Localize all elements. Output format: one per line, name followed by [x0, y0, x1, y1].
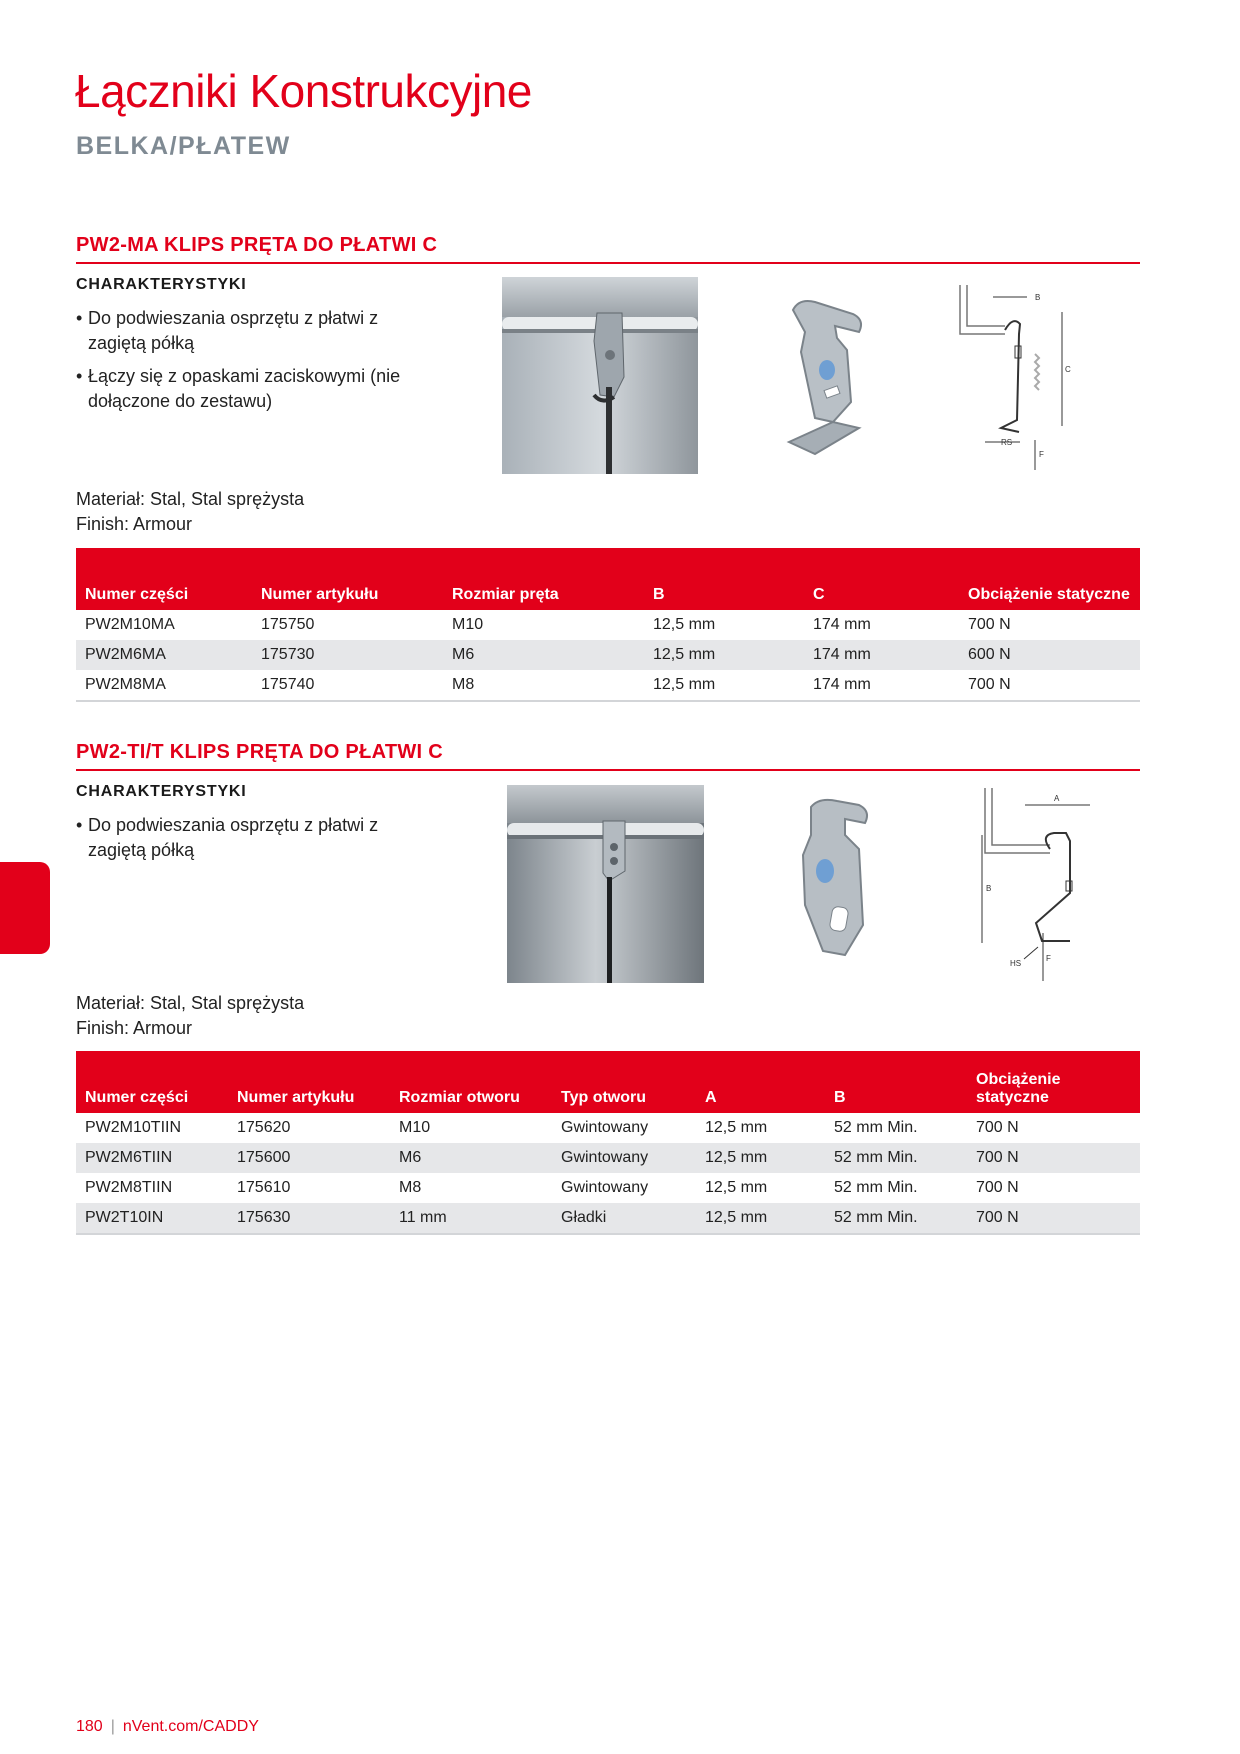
table-cell: 175620	[237, 1119, 291, 1136]
footer-url-link[interactable]: nVent.com/CADDY	[122, 1718, 259, 1735]
dim-label-b: B	[1035, 293, 1041, 302]
section-1-rule	[76, 262, 1140, 264]
footer-separator: |	[110, 1718, 115, 1735]
table-cell: 12,5 mm	[644, 670, 804, 701]
table-cell: M8	[399, 1179, 422, 1196]
table-cell: 52 mm Min.	[834, 1119, 918, 1136]
table-cell: PW2M8MA	[76, 670, 252, 701]
dim-label-a: A	[1054, 794, 1060, 803]
table-header-row	[76, 548, 1140, 610]
dim-label-hs: HS	[1010, 959, 1022, 968]
table-cell: 52 mm Min.	[825, 1203, 967, 1234]
table-cell: 174 mm	[813, 616, 871, 633]
table-row	[76, 1113, 1140, 1143]
table-cell: 700 N	[976, 1179, 1019, 1196]
table-cell: PW2M6TIIN	[85, 1149, 173, 1166]
bullet-item: • Do podwieszania osprzętu z płatwi z zagiętą półką	[76, 306, 416, 356]
section-1-title: PW2-MA KLIPS PRĘTA DO PŁATWI C	[76, 234, 438, 256]
table-cell: M10	[399, 1119, 431, 1136]
table-header-cell: Numer artykułu	[261, 586, 379, 603]
table-cell: M10	[452, 616, 484, 633]
table-cell: Gwintowany	[561, 1119, 649, 1136]
table-cell: Gładki	[552, 1203, 696, 1234]
table-header-cell: Typ otworu	[561, 1089, 647, 1106]
table-cell: 700 N	[959, 670, 1140, 701]
section-2-bullets	[76, 813, 416, 871]
table-header-cell: Rozmiar pręta	[452, 586, 559, 603]
section-1-characteristics-heading: CHARAKTERYSTYKI	[76, 276, 247, 293]
table-cell: 52 mm Min.	[834, 1149, 918, 1166]
section-1-dimension-drawing	[955, 280, 1085, 470]
table-cell: 175750	[261, 616, 315, 633]
table-header-cell: B	[834, 1089, 846, 1106]
table-cell: PW2M6MA	[85, 646, 166, 663]
section-2-characteristics-heading: CHARAKTERYSTYKI	[76, 783, 247, 800]
table-cell: PW2M10MA	[85, 616, 175, 633]
table-row	[76, 610, 1140, 640]
table-cell: 52 mm Min.	[834, 1179, 918, 1196]
page-number: 180	[76, 1718, 103, 1735]
section-2-product-photo	[775, 795, 895, 965]
dim-label-c: C	[1065, 365, 1071, 374]
table-cell: 600 N	[968, 646, 1011, 663]
table-cell: 12,5 mm	[705, 1179, 768, 1196]
dim-label-f: F	[1039, 450, 1044, 459]
table-cell: Gwintowany	[561, 1149, 649, 1166]
table-cell: 11 mm	[390, 1203, 552, 1234]
section-1-finish: Finish: Armour	[76, 514, 193, 534]
table-cell: 175630	[228, 1203, 390, 1234]
table-cell: 12,5 mm	[653, 646, 716, 663]
table-cell: 700 N	[976, 1119, 1019, 1136]
table-cell: 12,5 mm	[696, 1203, 825, 1234]
table-header-cell: A	[705, 1089, 717, 1106]
table-cell: 12,5 mm	[705, 1119, 768, 1136]
table-header-cell: Numer artykułu	[237, 1089, 355, 1106]
table-cell: 174 mm	[804, 670, 959, 701]
section-2-finish: Finish: Armour	[76, 1018, 193, 1038]
table-header-cell: Obciążenie statyczne	[968, 586, 1130, 603]
table-cell: M8	[443, 670, 644, 701]
table-row	[76, 1173, 1140, 1203]
table-header-cell: Numer części	[85, 1089, 189, 1106]
bullet-item: • Łączy się z opaskami zaciskowymi (nie dołączone do zestawu)	[76, 364, 416, 414]
table-cell: M6	[399, 1149, 422, 1166]
section-1-product-photo	[775, 292, 895, 462]
table-cell: 175610	[237, 1179, 291, 1196]
table-cell: 175730	[261, 646, 315, 663]
dim-label-f: F	[1046, 954, 1051, 963]
table-cell: PW2M10TIIN	[85, 1119, 182, 1136]
table-header-cell: B	[653, 586, 665, 603]
section-2-title: PW2-TI/T KLIPS PRĘTA DO PŁATWI C	[76, 741, 443, 763]
table-header-cell: C	[813, 586, 825, 603]
table-cell: 700 N	[967, 1203, 1140, 1234]
table-row	[76, 1143, 1140, 1173]
table-cell: M6	[452, 646, 475, 663]
table-cell: PW2M8TIIN	[85, 1179, 173, 1196]
table-cell: 700 N	[968, 616, 1011, 633]
page-footer	[76, 1718, 259, 1736]
table-header-cell: Rozmiar otworu	[399, 1089, 520, 1106]
table-cell: PW2T10IN	[76, 1203, 228, 1234]
table-header-cell: Obciążenie statyczne	[976, 1071, 1061, 1106]
section-1-spec-table	[76, 548, 1140, 702]
section-2-spec-table	[76, 1051, 1140, 1235]
table-cell: 174 mm	[813, 646, 871, 663]
table-cell: 12,5 mm	[653, 616, 716, 633]
dim-label-b: B	[986, 884, 992, 893]
table-cell: 175740	[252, 670, 443, 701]
table-header-cell: Numer części	[85, 586, 189, 603]
table-cell: 700 N	[976, 1149, 1019, 1166]
page-title: Łączniki Konstrukcyjne	[75, 65, 532, 117]
section-2-installed-photo	[507, 785, 704, 983]
section-2-material: Materiał: Stal, Stal sprężysta	[76, 993, 305, 1013]
page-subtitle: BELKA/PŁATEW	[76, 132, 291, 160]
table-cell: 175600	[237, 1149, 291, 1166]
table-cell: 12,5 mm	[705, 1149, 768, 1166]
table-row	[76, 670, 1140, 701]
bullet-item: • Do podwieszania osprzętu z płatwi z zagiętą półką	[76, 813, 416, 863]
section-1-installed-photo	[502, 277, 698, 474]
table-row	[76, 640, 1140, 670]
table-row	[76, 1203, 1140, 1234]
section-1-material: Materiał: Stal, Stal sprężysta	[76, 489, 305, 509]
section-1-bullets	[76, 306, 416, 422]
table-cell: Gwintowany	[561, 1179, 649, 1196]
section-2-dimension-drawing	[980, 783, 1100, 983]
section-2-rule	[76, 769, 1140, 771]
table-header-row	[76, 1051, 1140, 1113]
side-tab-marker	[0, 862, 50, 954]
dim-label-rs: RS	[1001, 438, 1013, 447]
